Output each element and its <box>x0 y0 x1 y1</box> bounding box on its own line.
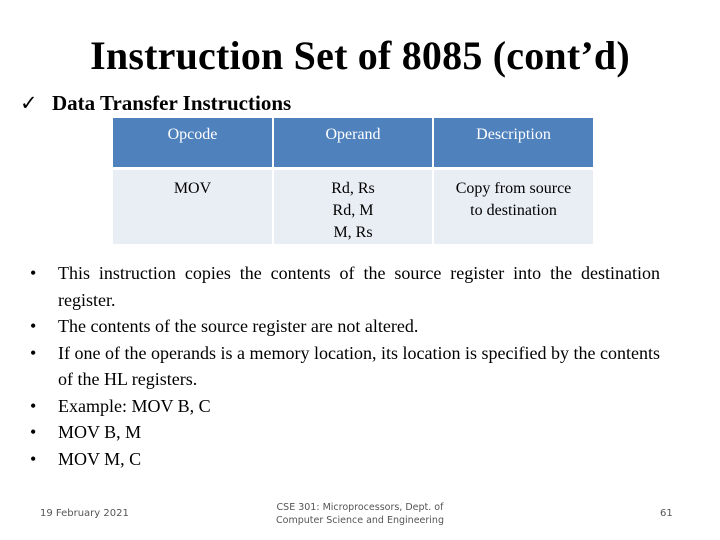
bullet-text: Example: MOV B, C <box>58 395 211 416</box>
list-item <box>30 446 660 473</box>
checkmark-icon: ✓ <box>20 91 38 115</box>
bullet-icon: • <box>30 448 37 469</box>
description-line-1: Copy from source <box>455 179 572 197</box>
cell-description <box>433 168 593 244</box>
description-line-2: to destination <box>470 201 557 219</box>
subtitle-text: Data Transfer Instructions <box>52 91 292 115</box>
page-number: 61 <box>660 508 673 519</box>
footer-date: 19 February 2021 <box>40 508 129 519</box>
operand-3: M, Rs <box>333 223 373 241</box>
bullet-icon: • <box>30 316 37 336</box>
cell-opcode: MOV <box>113 168 273 244</box>
instruction-table <box>113 118 593 244</box>
list-item <box>30 313 660 340</box>
operand-2: Rd, M <box>332 201 374 219</box>
list-item <box>30 393 660 420</box>
footer-course <box>250 501 470 527</box>
bullet-text: MOV M, C <box>58 448 142 469</box>
list-item <box>30 260 660 313</box>
section-subtitle <box>20 88 291 118</box>
bullet-text: MOV B, M <box>58 422 142 442</box>
footer-course-line-2: Computer Science and Engineering <box>276 515 444 526</box>
bullet-text: This instruction copies the contents of the source register into the destination register. <box>58 263 660 310</box>
header-operand: Operand <box>273 118 433 168</box>
bullet-icon: • <box>30 263 37 283</box>
table-header-row <box>113 118 593 168</box>
table-row <box>113 168 593 244</box>
bullet-list <box>30 260 660 472</box>
list-item <box>30 340 660 393</box>
header-opcode: Opcode <box>113 118 273 168</box>
slide-title: Instruction Set of 8085 (cont’d) <box>90 33 630 78</box>
footer-course-line-1: CSE 301: Microprocessors, Dept. of <box>276 502 444 513</box>
bullet-icon: • <box>30 395 37 416</box>
cell-operands <box>273 168 433 244</box>
bullet-text: If one of the operands is a memory location, its location is specified by the contents of the HL registers. <box>58 342 660 389</box>
operand-1: Rd, Rs <box>331 179 375 197</box>
list-item <box>30 419 660 446</box>
header-description: Description <box>433 118 593 168</box>
bullet-icon: • <box>30 422 37 442</box>
bullet-text: The contents of the source register are not altered. <box>58 316 419 336</box>
bullet-icon: • <box>30 342 37 363</box>
